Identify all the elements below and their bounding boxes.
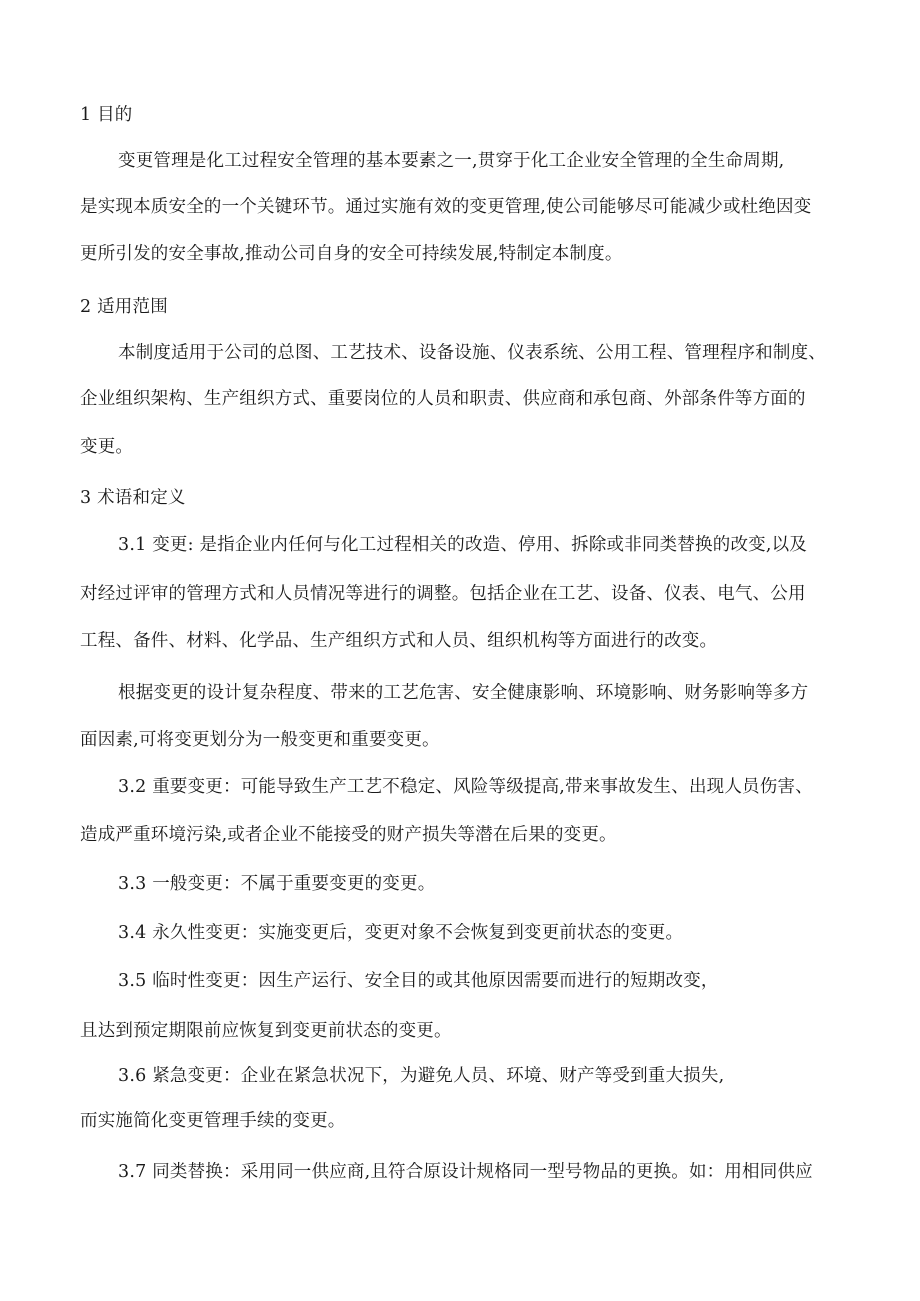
definition-3-6-line: 而实施简化变更管理手续的变更。 xyxy=(80,1111,346,1131)
definition-3-3: 3.3 一般变更：不属于重要变更的变更。 xyxy=(118,874,436,894)
section-1-paragraph-line: 变更管理是化工过程安全管理的基本要素之一,贯穿于化工企业安全管理的全生命周期, xyxy=(118,151,785,171)
definition-3-2-line: 造成严重环境污染,或者企业不能接受的财产损失等潜在后果的变更。 xyxy=(80,825,617,845)
section-1-paragraph-line: 更所引发的安全事故,推动公司自身的安全可持续发展,特制定本制度。 xyxy=(80,244,623,264)
definition-3-2-line: 3.2 重要变更：可能导致生产工艺不稳定、风险等级提高,带来事故发生、出现人员伤害、 xyxy=(118,777,813,797)
section-3-heading: 3 术语和定义 xyxy=(80,488,186,508)
classification-paragraph-line: 面因素,可将变更划分为一般变更和重要变更。 xyxy=(80,730,440,750)
section-2-heading: 2 适用范围 xyxy=(80,297,168,317)
section-1-heading: 1 目的 xyxy=(80,105,133,125)
section-1-paragraph-line: 是实现本质安全的一个关键环节。通过实施有效的变更管理,使公司能够尽可能减少或杜绝因变 xyxy=(80,197,812,217)
section-2-paragraph-line: 本制度适用于公司的总图、工艺技术、设备设施、仪表系统、公用工程、管理程序和制度、 xyxy=(118,343,826,363)
definition-3-1-line: 3.1 变更: 是指企业内任何与化工过程相关的改造、停用、拆除或非同类替换的改变,以及 xyxy=(118,535,808,555)
definition-3-1-line: 对经过评审的管理方式和人员情况等进行的调整。包括企业在工艺、设备、仪表、电气、公用 xyxy=(80,584,806,604)
definition-3-6-line: 3.6 紧急变更：企业在紧急状况下，为避免人员、环境、财产等受到重大损失, xyxy=(118,1066,725,1086)
definition-3-5-line: 3.5 临时性变更：因生产运行、安全目的或其他原因需要而进行的短期改变， xyxy=(118,971,719,991)
section-2-paragraph-line: 变更。 xyxy=(80,437,134,457)
definition-3-7: 3.7 同类替换：采用同一供应商,且符合原设计规格同一型号物品的更换。如：用相同供应 xyxy=(118,1162,813,1182)
definition-3-4: 3.4 永久性变更：实施变更后，变更对象不会恢复到变更前状态的变更。 xyxy=(118,923,684,943)
section-2-paragraph-line: 企业组织架构、生产组织方式、重要岗位的人员和职责、供应商和承包商、外部条件等方面的 xyxy=(80,389,806,409)
definition-3-5-line: 且达到预定期限前应恢复到变更前状态的变更。 xyxy=(80,1021,452,1041)
definition-3-1-line: 工程、备件、材料、化学品、生产组织方式和人员、组织机构等方面进行的改变。 xyxy=(80,631,718,651)
classification-paragraph-line: 根据变更的设计复杂程度、带来的工艺危害、安全健康影响、环境影响、财务影响等多方 xyxy=(118,683,809,703)
